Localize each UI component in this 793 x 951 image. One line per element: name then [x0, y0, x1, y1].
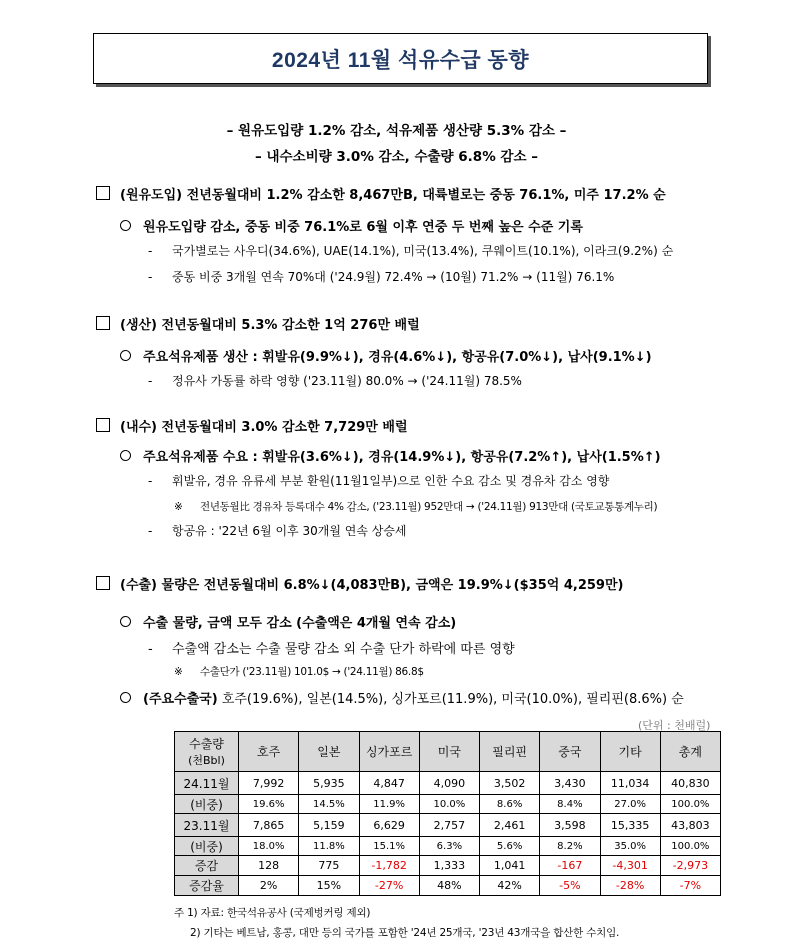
table-header-cell: 싱가포르 [359, 732, 419, 772]
circle-bullet-icon [120, 350, 131, 361]
export-item-1-text: 수출액 감소는 수출 물량 감소 외 수출 단가 하락에 따른 영향 [172, 642, 515, 657]
table-cell: -7% [660, 876, 720, 896]
table-cell: 3,430 [540, 772, 600, 795]
table-cell: 4,847 [359, 772, 419, 795]
export-note-1 [174, 664, 424, 679]
dash-bullet: - [148, 374, 153, 388]
summary-line-1: – 원유도입량 1.2% 감소, 석유제품 생산량 5.3% 감소 – [226, 123, 567, 139]
table-header-cell: 기타 [600, 732, 660, 772]
table-cell: 5,159 [299, 814, 359, 837]
table-cell: 775 [299, 856, 359, 876]
circle-bullet-icon [120, 616, 131, 627]
checkbox-square-icon [96, 418, 110, 432]
domestic-note-1 [174, 499, 657, 514]
export-sub-2-bold: (주요수출국) [143, 692, 218, 707]
checkbox-square-icon [96, 186, 110, 200]
dash-bullet: - [148, 524, 153, 538]
table-cell: 2% [239, 876, 299, 896]
table-cell: 15,335 [600, 814, 660, 837]
circle-bullet-icon [120, 692, 131, 703]
domestic-item-2 [148, 522, 407, 539]
note-mark: ※ [174, 666, 183, 678]
row-label: 증감율 [175, 876, 239, 896]
table-cell: 2,461 [480, 814, 540, 837]
document-title: 2024년 11월 석유수급 동향 [93, 33, 708, 84]
domestic-item-1-text: 휘발유, 경유 유류세 부분 환원(11월1일부)으로 인한 수요 감소 및 경유차 감소 영향 [172, 474, 610, 488]
import-item-2-text: 중동 비중 3개월 연속 70%대 ('24.9월) 72.4% → (10월) 71.2% → (11월) 76.1% [172, 270, 615, 284]
table-cell: -167 [540, 856, 600, 876]
table-cell: 15.1% [359, 837, 419, 856]
table-cell: 100.0% [660, 795, 720, 814]
domestic-item-1 [148, 472, 609, 489]
import-item-1 [148, 242, 673, 259]
footnote-2: 2) 기타는 베트남, 홍콩, 대만 등의 국가를 포함한 '24년 25개국, '23년 43개국을 합산한 수치임. [190, 927, 620, 939]
row-label: (비중) [175, 837, 239, 856]
export-item-1 [148, 638, 515, 657]
table-cell: 14.5% [299, 795, 359, 814]
header-label-1: 수출량 [189, 737, 224, 751]
production-item-1-text: 정유사 가동률 하락 영향 ('23.11월) 80.0% → ('24.11월) 78.5% [172, 374, 522, 388]
table-cell: 7,992 [239, 772, 299, 795]
table-cell: 3,598 [540, 814, 600, 837]
table-row-change [175, 856, 721, 876]
production-item-1 [148, 372, 522, 389]
table-cell: 1,333 [419, 856, 479, 876]
export-sub-1-text: 수출 물량, 금액 모두 감소 (수출액은 4개월 연속 감소) [143, 616, 457, 631]
table-cell: 19.6% [239, 795, 299, 814]
table-cell: -27% [359, 876, 419, 896]
section-production-heading [96, 314, 420, 333]
table-cell: 3,502 [480, 772, 540, 795]
dash-bullet: - [148, 244, 153, 258]
table-header-cell: 호주 [239, 732, 299, 772]
dash-bullet: - [148, 642, 153, 657]
production-sub [120, 346, 652, 365]
table-cell: 7,865 [239, 814, 299, 837]
section-import-text: (원유도입) 전년동월대비 1.2% 감소한 8,467만B, 대륙별로는 중동 76.1%, 미주 17.2% 순 [120, 188, 666, 203]
table-header-cell: 미국 [419, 732, 479, 772]
table-row-rate [175, 876, 721, 896]
table-cell: 8.2% [540, 837, 600, 856]
table-cell: 5.6% [480, 837, 540, 856]
production-sub-text: 주요석유제품 생산 : 휘발유(9.9%↓), 경유(4.6%↓), 항공유(7.0%↓), 납사(9.1%↓) [143, 350, 652, 365]
export-sub-1 [120, 612, 456, 631]
export-note-1-text: 수출단가 ('23.11월) 101.0$ → ('24.11월) 86.8$ [200, 666, 424, 678]
checkbox-square-icon [96, 316, 110, 330]
domestic-sub [120, 446, 661, 465]
table-cell: 128 [239, 856, 299, 876]
table-header-label [175, 732, 239, 772]
table-cell: -2,973 [660, 856, 720, 876]
table-header-cell: 필리핀 [480, 732, 540, 772]
circle-bullet-icon [120, 450, 131, 461]
table-cell: 40,830 [660, 772, 720, 795]
section-domestic-heading [96, 416, 408, 435]
import-sub-text: 원유도입량 감소, 중동 비중 76.1%로 6월 이후 연중 두 번째 높은 수준 기록 [143, 220, 583, 235]
row-label: 24.11월 [175, 772, 239, 795]
export-sub-2 [120, 688, 684, 707]
table-cell: 11,034 [600, 772, 660, 795]
import-sub [120, 216, 583, 235]
table-cell: -1,782 [359, 856, 419, 876]
note-mark: ※ [174, 501, 183, 513]
export-sub-2-rest: 호주(19.6%), 일본(14.5%), 싱가포르(11.9%), 미국(10.0%), 필리핀(8.6%) 순 [217, 692, 684, 707]
row-label: 23.11월 [175, 814, 239, 837]
table-header-cell: 일본 [299, 732, 359, 772]
table-cell: 18.0% [239, 837, 299, 856]
table-row [175, 837, 721, 856]
domestic-item-2-text: 항공유 : '22년 6월 이후 30개월 연속 상승세 [172, 524, 407, 538]
table-cell: 48% [419, 876, 479, 896]
table-unit: (단위 : 천배럴) [638, 719, 711, 732]
import-item-2 [148, 268, 614, 285]
table-cell: 15% [299, 876, 359, 896]
footnote-1: 주 1) 자료: 한국석유공사 (국제벙커링 제외) [174, 907, 371, 919]
table-cell: 42% [480, 876, 540, 896]
table-cell: 1,041 [480, 856, 540, 876]
section-export-text: (수출) 물량은 전년동월대비 6.8%↓(4,083만B), 금액은 19.9%↓($35억 4,259만) [120, 578, 624, 593]
table-cell: 2,757 [419, 814, 479, 837]
section-domestic-text: (내수) 전년동월대비 3.0% 감소한 7,729만 배럴 [120, 420, 408, 435]
table-cell: 10.0% [419, 795, 479, 814]
table-cell: -5% [540, 876, 600, 896]
dash-bullet: - [148, 474, 153, 488]
summary-line-2: – 내수소비량 3.0% 감소, 수출량 6.8% 감소 – [255, 149, 538, 165]
table-cell: 27.0% [600, 795, 660, 814]
table-header-cell: 총계 [660, 732, 720, 772]
table-row [175, 814, 721, 837]
table-cell: 8.6% [480, 795, 540, 814]
import-item-1-text: 국가별로는 사우디(34.6%), UAE(14.1%), 미국(13.4%), 쿠웨이트(10.1%), 이라크(9.2%) 순 [172, 244, 674, 258]
table-row [175, 795, 721, 814]
row-label: (비중) [175, 795, 239, 814]
table-cell: 11.8% [299, 837, 359, 856]
table-cell: 35.0% [600, 837, 660, 856]
table-cell: 11.9% [359, 795, 419, 814]
table-cell: -4,301 [600, 856, 660, 876]
export-table [174, 731, 721, 896]
table-cell: 4,090 [419, 772, 479, 795]
section-production-text: (생산) 전년동월대비 5.3% 감소한 1억 276만 배럴 [120, 318, 420, 333]
domestic-note-1-text: 전년동월比 경유차 등록대수 4% 감소, ('23.11월) 952만대 → ('24.11월) 913만대 (국토교통통계누리) [200, 501, 658, 513]
checkbox-square-icon [96, 576, 110, 590]
row-label: 증감 [175, 856, 239, 876]
table-cell: -28% [600, 876, 660, 896]
section-import-heading [96, 184, 666, 203]
table-cell: 6.3% [419, 837, 479, 856]
table-cell: 100.0% [660, 837, 720, 856]
header-label-2: (천Bbl) [188, 754, 225, 767]
table-row [175, 772, 721, 795]
table-cell: 8.4% [540, 795, 600, 814]
table-cell: 5,935 [299, 772, 359, 795]
table-cell: 6,629 [359, 814, 419, 837]
table-header-cell: 중국 [540, 732, 600, 772]
dash-bullet: - [148, 270, 153, 284]
table-cell: 43,803 [660, 814, 720, 837]
domestic-sub-text: 주요석유제품 수요 : 휘발유(3.6%↓), 경유(14.9%↓), 항공유(7.2%↑), 납사(1.5%↑) [143, 450, 661, 465]
circle-bullet-icon [120, 220, 131, 231]
section-export-heading [96, 574, 623, 593]
